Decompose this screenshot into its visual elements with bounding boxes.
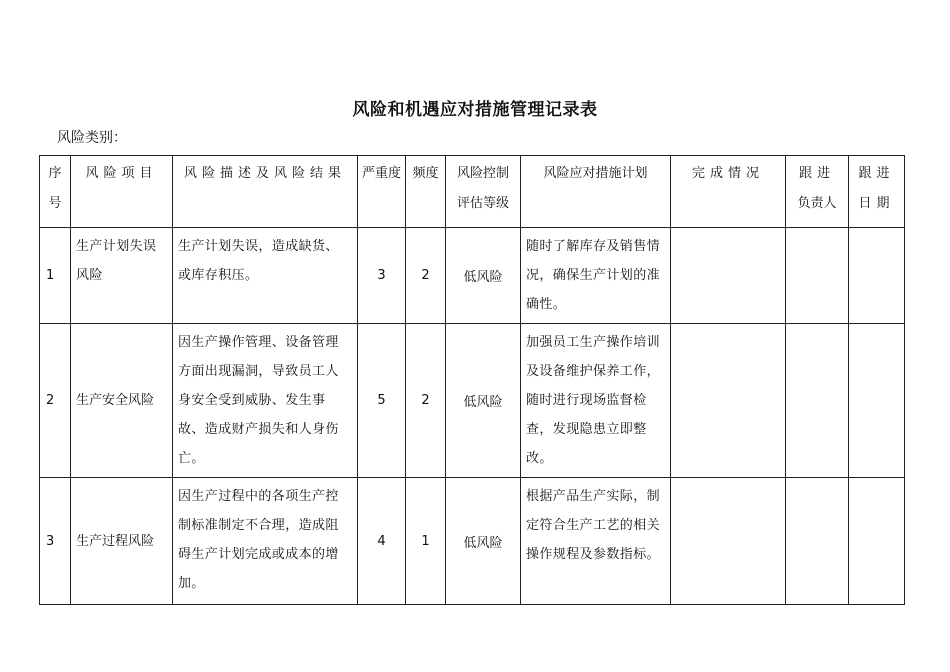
- header-control-level: [446, 156, 521, 228]
- row-risk-item: 生产安全风险: [71, 324, 173, 478]
- row-severity: 4: [358, 478, 406, 605]
- row-completion: [671, 478, 786, 605]
- header-owner-line2: 负责人: [797, 196, 837, 211]
- header-owner-line1: 跟进: [798, 166, 835, 181]
- row-date: [849, 324, 905, 478]
- document-title: 风险和机遇应对措施管理记录表: [352, 100, 598, 120]
- row-index: 2: [40, 324, 71, 478]
- row-risk-description: 因生产操作管理、设备管理方面出现漏洞，导致员工人身安全受到威胁、发生事故、造成财产损失和人身伤亡。: [173, 324, 358, 478]
- row-risk-level: 低风险: [446, 228, 521, 324]
- row-index: 3: [40, 478, 71, 605]
- row-frequency: 2: [406, 228, 446, 324]
- header-date-line2: 日期: [858, 196, 895, 211]
- header-seq-line2: 号: [48, 196, 62, 211]
- row-risk-description: 因生产过程中的各项生产控制标准制定不合理，造成阻碍生产计划完成或成本的增加。: [173, 478, 358, 605]
- row-owner: [786, 228, 849, 324]
- row-completion: [671, 324, 786, 478]
- row-risk-item: 生产计划失误风险: [71, 228, 173, 324]
- row-response-plan: 加强员工生产操作培训及设备维护保养工作，随时进行现场监督检查，发现隐患立即整改。: [521, 324, 671, 478]
- header-seq-line1: 序: [48, 166, 62, 181]
- table-row: [40, 478, 905, 605]
- row-frequency: 2: [406, 324, 446, 478]
- table-header-row: [40, 156, 905, 228]
- row-risk-level: 低风险: [446, 324, 521, 478]
- row-date: [849, 478, 905, 605]
- header-date: [849, 156, 905, 228]
- row-response-plan: 根据产品生产实际，制定符合生产工艺的相关操作规程及参数指标。: [521, 478, 671, 605]
- header-risk-description: 风险描述及风险结果: [173, 156, 358, 228]
- row-owner: [786, 324, 849, 478]
- header-control-level-line1: 风险控制: [456, 166, 509, 181]
- header-control-level-line2: 评估等级: [456, 196, 509, 211]
- table-row: [40, 228, 905, 324]
- risk-record-table: [39, 155, 905, 605]
- header-response-plan: 风险应对措施计划: [521, 156, 671, 228]
- header-owner: [786, 156, 849, 228]
- header-date-line1: 跟进: [858, 166, 895, 181]
- header-risk-item: 风险项目: [71, 156, 173, 228]
- row-index: 1: [40, 228, 71, 324]
- table-row: [40, 324, 905, 478]
- row-date: [849, 228, 905, 324]
- row-risk-description: 生产计划失误，造成缺货、或库存积压。: [173, 228, 358, 324]
- row-response-plan: 随时了解库存及销售情况，确保生产计划的准确性。: [521, 228, 671, 324]
- row-risk-item: 生产过程风险: [71, 478, 173, 605]
- header-severity: 严重度: [358, 156, 406, 228]
- row-risk-level: 低风险: [446, 478, 521, 605]
- row-severity: 5: [358, 324, 406, 478]
- row-frequency: 1: [406, 478, 446, 605]
- header-frequency: 频度: [406, 156, 446, 228]
- row-owner: [786, 478, 849, 605]
- row-completion: [671, 228, 786, 324]
- row-severity: 3: [358, 228, 406, 324]
- risk-category-label: 风险类别：: [57, 130, 127, 146]
- header-completion: 完成情况: [671, 156, 786, 228]
- header-seq: [40, 156, 71, 228]
